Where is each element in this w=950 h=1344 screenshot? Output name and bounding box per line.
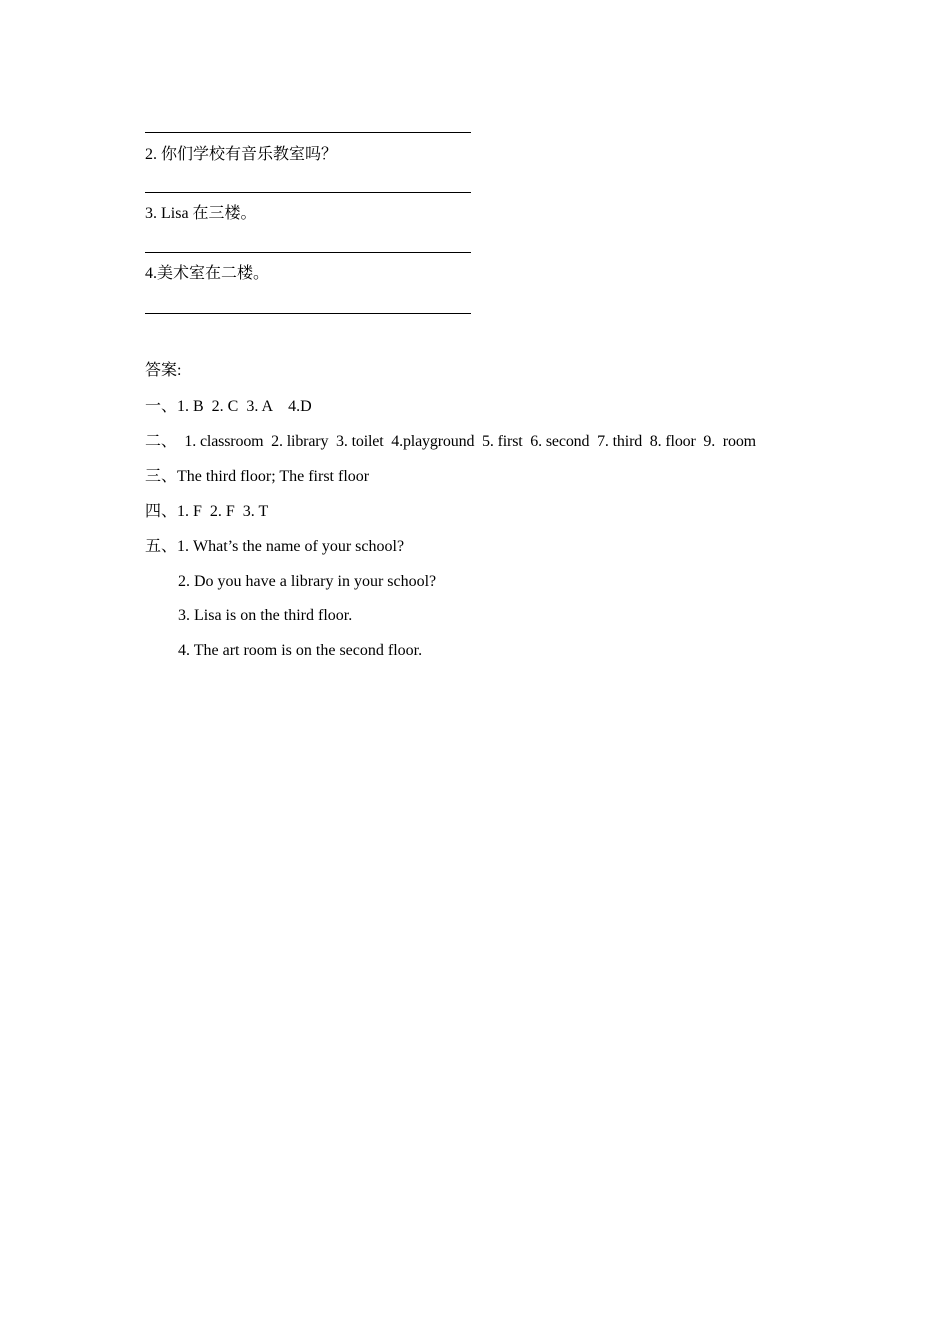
answer-section-5: 五、1. What’s the name of your school? <box>145 538 405 555</box>
answer-section-1: 一、1. B 2. C 3. A 4.D <box>145 398 312 415</box>
answers-heading: 答案: <box>145 362 182 379</box>
answer-line <box>145 313 471 314</box>
question-item: 4.美术室在二楼。 <box>145 265 270 282</box>
answer-sub-line: 3. Lisa is on the third floor. <box>178 607 353 624</box>
answer-section-3: 三、The third floor; The first floor <box>145 468 370 485</box>
question-item: 2. 你们学校有音乐教室吗？ <box>145 146 338 163</box>
answer-line <box>145 132 471 133</box>
answer-line <box>145 192 471 193</box>
answer-section-2: 二、 1. classroom 2. library 3. toilet 4.playground 5. first 6. second 7. third 8. floor 9. room <box>145 433 756 450</box>
answer-section-4: 四、1. F 2. F 3. T <box>145 503 269 520</box>
answer-sub-line: 4. The art room is on the second floor. <box>178 642 423 659</box>
answer-line <box>145 252 471 253</box>
answer-sub-line: 2. Do you have a library in your school? <box>178 573 437 590</box>
question-item: 3. Lisa 在三楼。 <box>145 205 257 222</box>
